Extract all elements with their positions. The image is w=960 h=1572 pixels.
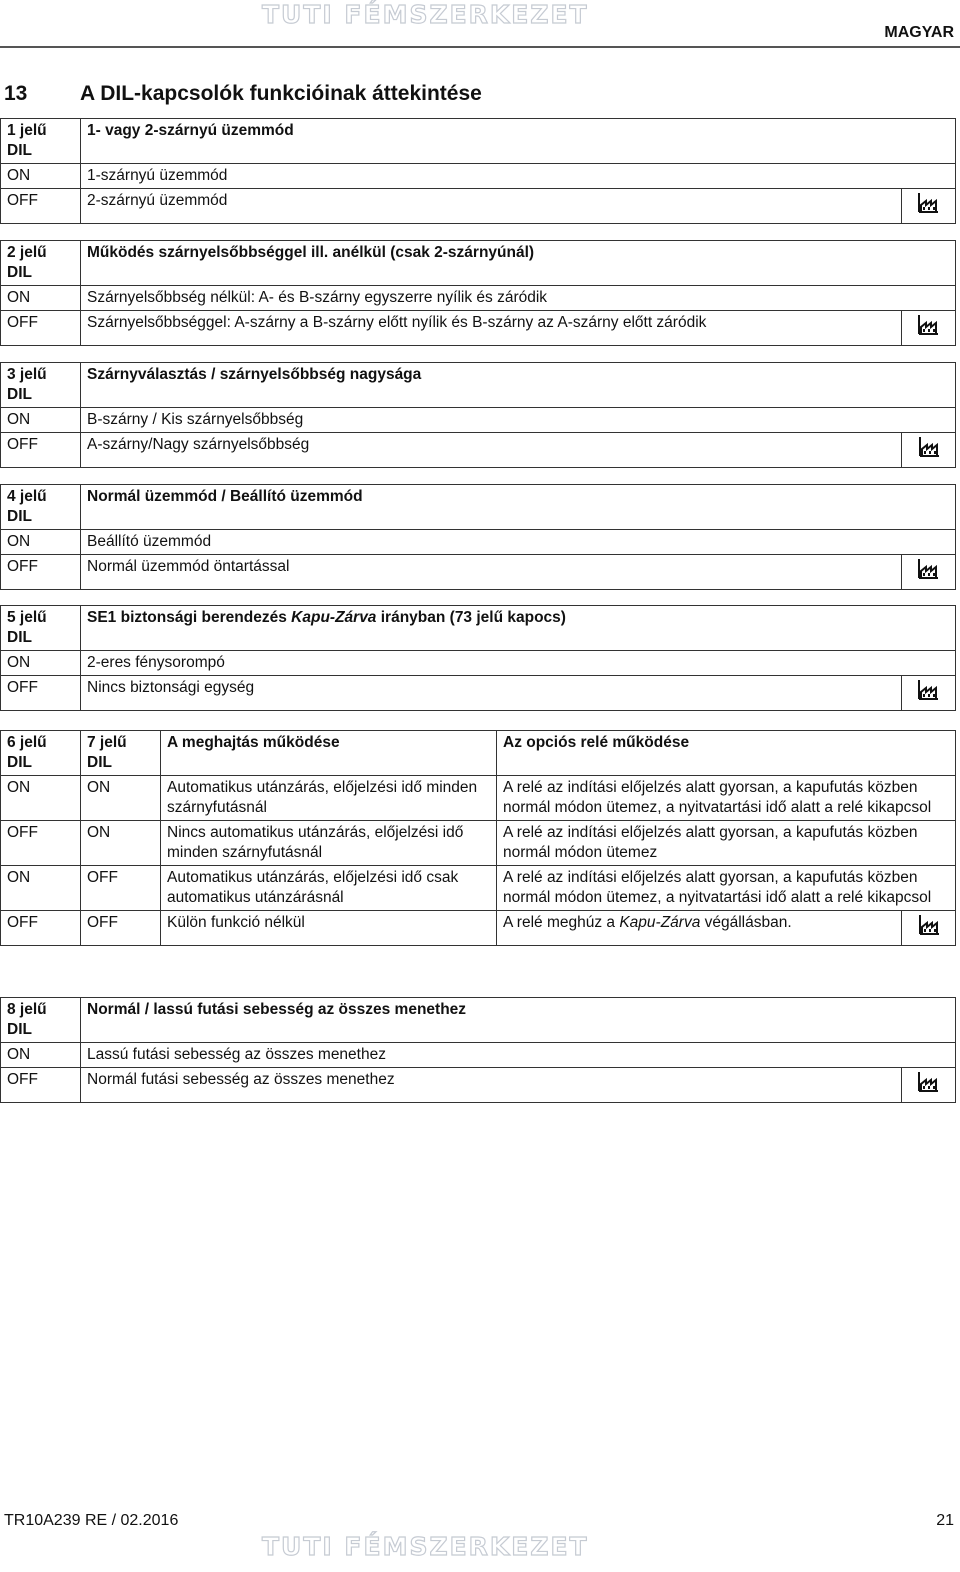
state-on: ON: [1, 286, 81, 311]
on-description: B-szárny / Kis szárnyelsőbbség: [81, 408, 956, 433]
dil-number: 8 jelű DIL: [1, 998, 81, 1043]
dil-table-6-7: [0, 730, 956, 946]
factory-setting-cell: [902, 911, 956, 946]
dil-heading: Szárnyválasztás / szárnyelsőbbség nagysága: [81, 363, 956, 408]
page-number: 21: [936, 1512, 954, 1529]
dil-table-8: [0, 997, 956, 1103]
off-description: Nincs biztonsági egység: [81, 676, 902, 711]
relay-column-header: Az opciós relé működése: [497, 731, 956, 776]
factory-setting-cell: [902, 433, 956, 468]
language-label: MAGYAR: [884, 24, 954, 41]
state-off: OFF: [1, 676, 81, 711]
state-off: OFF: [1, 1068, 81, 1103]
dil6-state: OFF: [1, 911, 81, 946]
drive-column-header: A meghajtás működése: [161, 731, 497, 776]
factory-setting-icon: [915, 1070, 941, 1092]
state-on: ON: [1, 1043, 81, 1068]
state-off: OFF: [1, 189, 81, 224]
factory-setting-cell: [901, 189, 955, 224]
dil-heading: Működés szárnyelsőbbséggel ill. anélkül (csak 2-szárnyúnál): [81, 241, 956, 286]
state-on: ON: [1, 408, 81, 433]
dil-number: 3 jelű DIL: [1, 363, 81, 408]
drive-description: Automatikus utánzárás, előjelzési idő minden szárnyfutásnál: [161, 776, 497, 821]
drive-description: Külön funkció nélkül: [161, 911, 497, 946]
dil-table-2: [0, 240, 956, 346]
dil-heading: SE1 biztonsági berendezés Kapu-Zárva irányban (73 jelű kapocs): [81, 606, 956, 651]
state-off: OFF: [1, 555, 81, 590]
factory-setting-icon: [915, 313, 941, 335]
dil7-state: ON: [81, 821, 161, 866]
dil-heading: 1- vagy 2-szárnyú üzemmód: [81, 119, 956, 164]
dil6-state: ON: [1, 866, 81, 911]
section-title: A DIL-kapcsolók funkcióinak áttekintése: [80, 82, 482, 105]
factory-setting-icon: [915, 557, 941, 579]
factory-setting-icon: [916, 435, 942, 457]
dil7-state: OFF: [81, 866, 161, 911]
dil-table-5: [0, 605, 956, 711]
watermark-bottom: TUTI FÉMSZERKEZET: [262, 1532, 589, 1561]
dil-number: 1 jelű DIL: [1, 119, 81, 164]
dil-heading: Normál / lassú futási sebesség az összes menethez: [81, 998, 956, 1043]
dil-table-1: [0, 118, 956, 224]
relay-description: A relé meghúz a Kapu-Zárva végállásban.: [497, 911, 902, 946]
dil7-state: ON: [81, 776, 161, 821]
dil-table-3: [0, 362, 956, 468]
dil-table-4: [0, 484, 956, 590]
watermark-top: TUTI FÉMSZERKEZET: [262, 0, 589, 29]
factory-setting-cell: [901, 311, 955, 346]
dil6-state: ON: [1, 776, 81, 821]
off-description: Normál futási sebesség az összes menethez: [81, 1068, 902, 1103]
on-description: Beállító üzemmód: [81, 530, 956, 555]
header-divider: [0, 46, 960, 48]
factory-setting-icon: [915, 191, 941, 213]
on-description: 2-eres fénysorompó: [81, 651, 956, 676]
dil6-state: OFF: [1, 821, 81, 866]
dil-number: 5 jelű DIL: [1, 606, 81, 651]
drive-description: Nincs automatikus utánzárás, előjelzési idő minden szárnyfutásnál: [161, 821, 497, 866]
factory-setting-cell: [901, 1068, 955, 1103]
on-description: Lassú futási sebesség az összes menethez: [81, 1043, 956, 1068]
off-description: 2-szárnyú üzemmód: [81, 189, 902, 224]
relay-description: A relé az indítási előjelzés alatt gyorsan, a kapufutás közben normál módon ütemez: [497, 821, 956, 866]
state-off: OFF: [1, 311, 81, 346]
on-description: 1-szárnyú üzemmód: [81, 164, 956, 189]
document-code: TR10A239 RE / 02.2016: [4, 1512, 179, 1529]
dil-number: 4 jelű DIL: [1, 485, 81, 530]
dil7-number: 7 jelű DIL: [81, 731, 161, 776]
state-on: ON: [1, 530, 81, 555]
state-on: ON: [1, 651, 81, 676]
state-off: OFF: [1, 433, 81, 468]
dil-heading: Normál üzemmód / Beállító üzemmód: [81, 485, 956, 530]
factory-setting-icon: [915, 678, 941, 700]
off-description: Normál üzemmód öntartással: [81, 555, 902, 590]
drive-description: Automatikus utánzárás, előjelzési idő csak automatikus utánzárásnál: [161, 866, 497, 911]
state-on: ON: [1, 164, 81, 189]
on-description: Szárnyelsőbbség nélkül: A- és B-szárny egyszerre nyílik és záródik: [81, 286, 956, 311]
dil-number: 2 jelű DIL: [1, 241, 81, 286]
relay-description: A relé az indítási előjelzés alatt gyorsan, a kapufutás közben normál módon ütemez, a nyitvatartási idő alatt a relé kikapcsol: [497, 776, 956, 821]
factory-setting-cell: [901, 676, 955, 711]
factory-setting-cell: [901, 555, 955, 590]
factory-setting-icon: [916, 913, 942, 935]
section-number: 13: [4, 82, 28, 105]
dil7-state: OFF: [81, 911, 161, 946]
relay-description: A relé az indítási előjelzés alatt gyorsan, a kapufutás közben normál módon ütemez, a nyitvatartási idő alatt a relé kikapcsol: [497, 866, 956, 911]
off-description: A-szárny/Nagy szárnyelsőbbség: [81, 433, 902, 468]
off-description: Szárnyelsőbbséggel: A-szárny a B-szárny előtt nyílik és B-szárny az A-szárny előtt záródik: [81, 311, 902, 346]
dil6-number: 6 jelű DIL: [1, 731, 81, 776]
